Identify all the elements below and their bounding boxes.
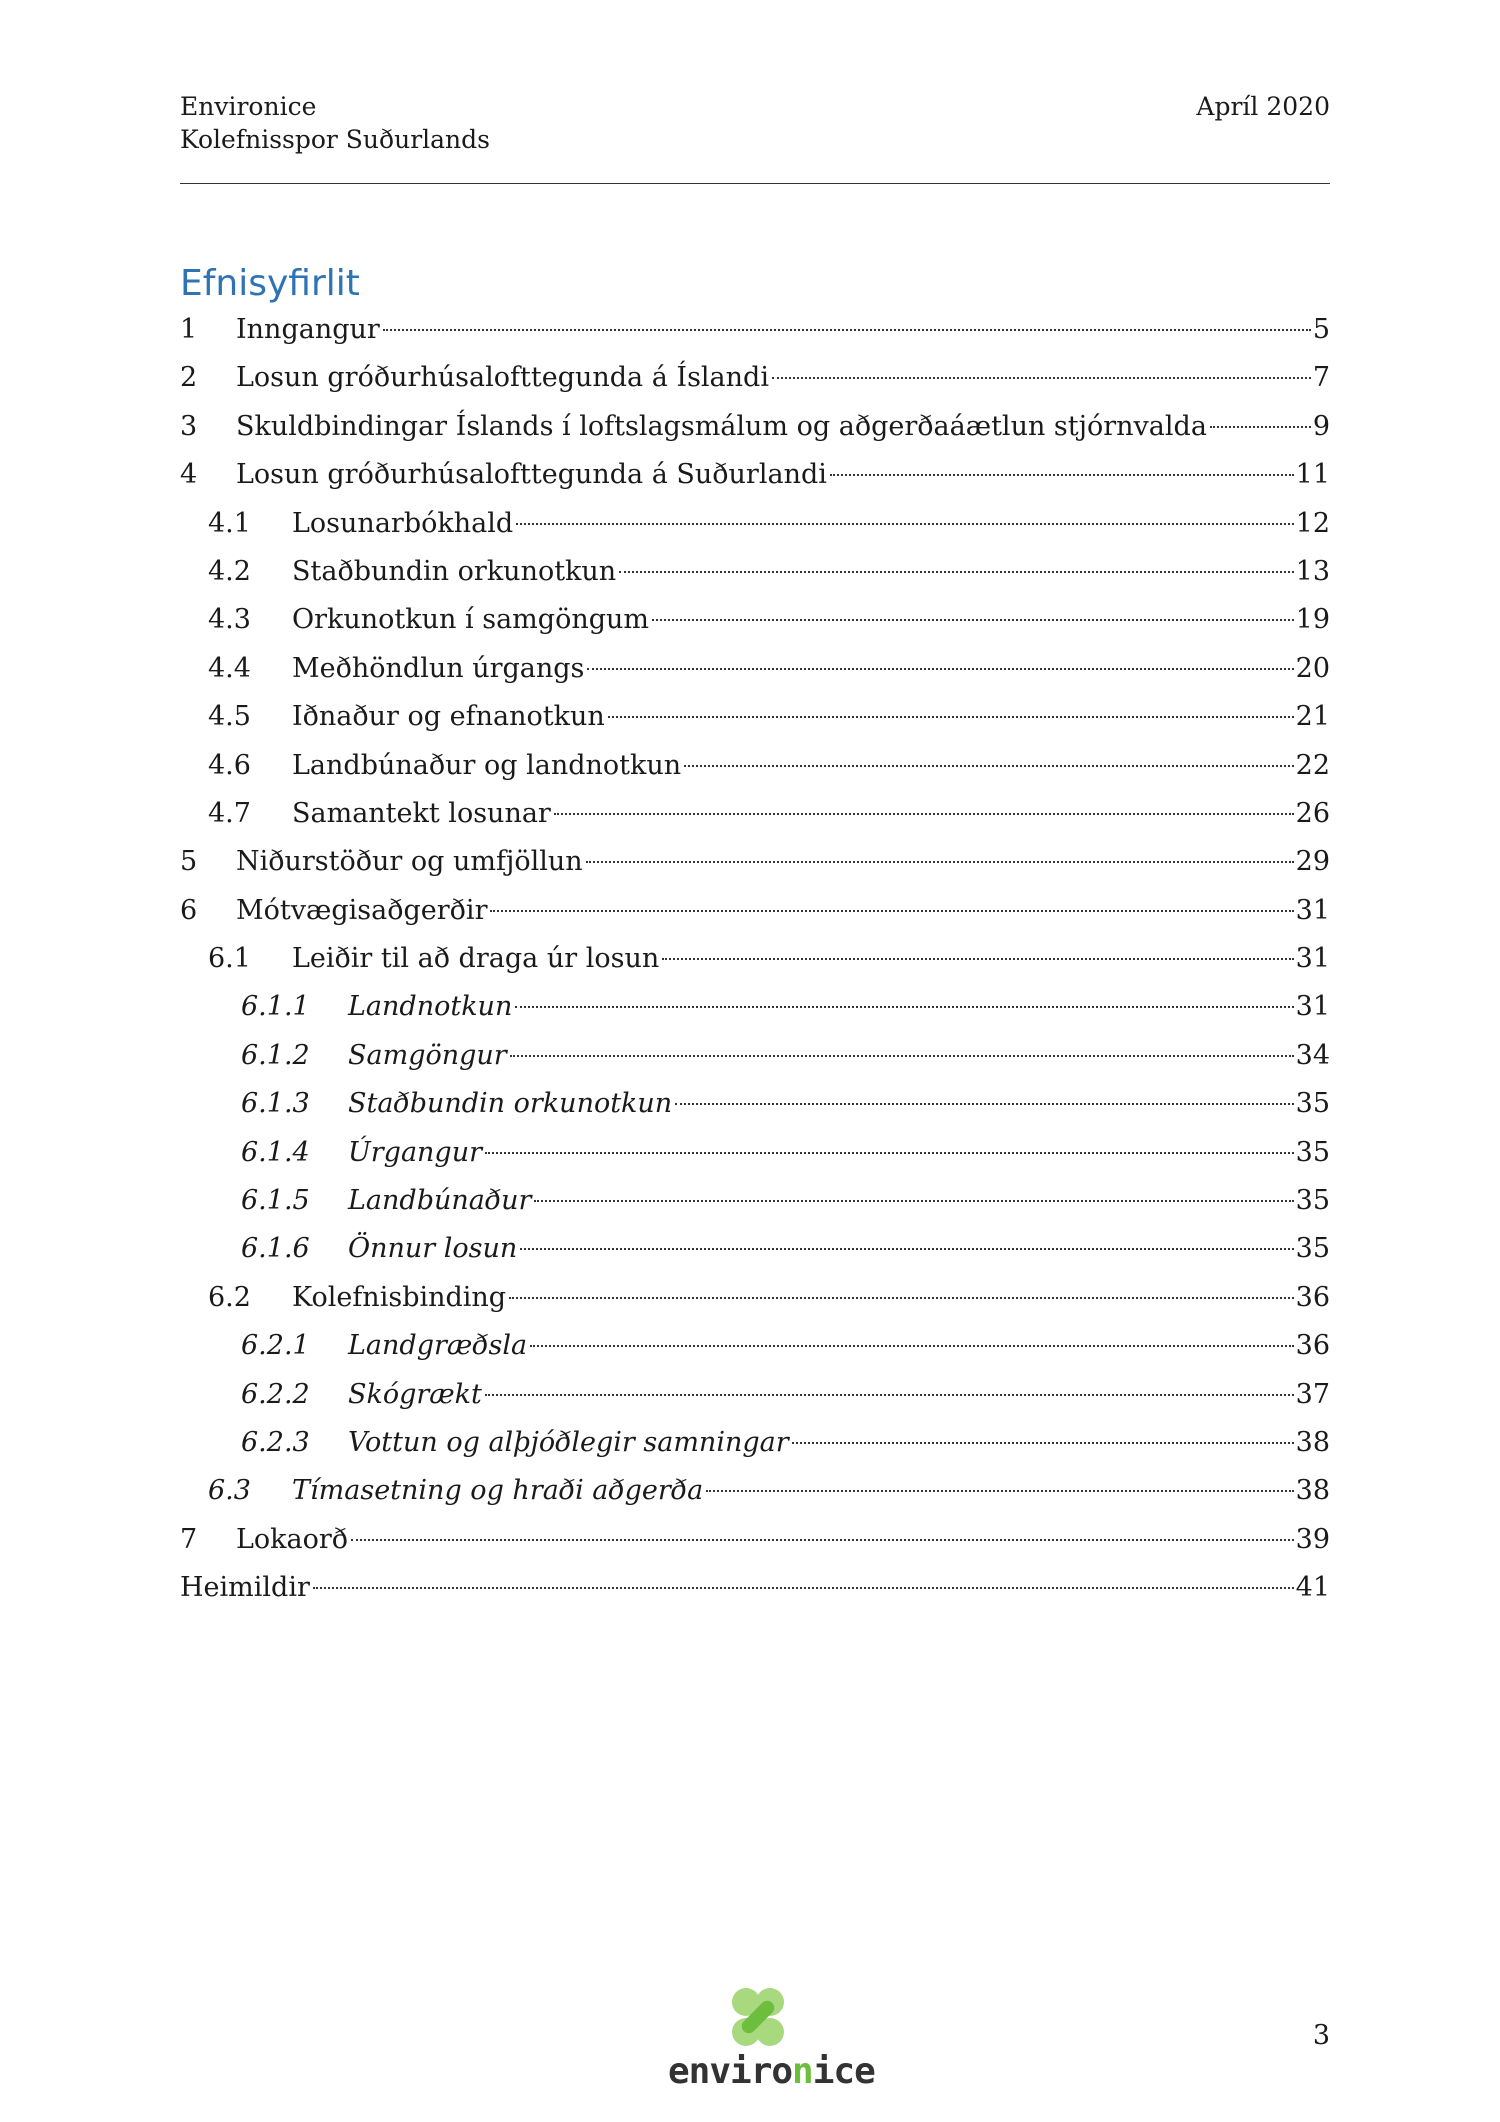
toc-entry-page: 31 [1295,991,1330,1023]
header-report-title: Kolefnisspor Suðurlands [180,125,490,154]
environice-logo [668,1985,875,2100]
header-date: Apríl 2020 [1196,92,1330,121]
toc-entry[interactable] [180,790,1330,838]
toc-entry-page: 21 [1295,701,1330,733]
toc-entry-page: 26 [1295,797,1330,829]
dot-leader [515,1006,1293,1008]
dot-leader [485,1152,1294,1154]
toc-entry-number: 6 [180,894,198,926]
dot-leader [490,910,1293,912]
toc-entry[interactable] [180,838,1330,886]
toc-entry-page: 31 [1295,894,1330,926]
toc-entry[interactable] [180,1371,1330,1419]
toc-entry-title: Leiðir til að draga úr losun [292,943,660,975]
dot-leader [313,1587,1294,1589]
toc-entry-title: Losunarbókhald [292,507,514,539]
dot-leader [510,1055,1294,1057]
toc-entry-number: 4.3 [208,604,251,636]
toc-entry-title: Staðbundin orkunotkun [292,555,617,587]
toc-entry-title: Losun gróðurhúsalofttegunda á Íslandi [236,362,769,394]
toc-entry[interactable] [180,1080,1330,1128]
toc-entry[interactable] [180,1129,1330,1177]
toc-entry[interactable] [180,742,1330,790]
toc-entry-title: Kolefnisbinding [292,1281,507,1313]
dot-leader [706,1490,1293,1492]
toc-entry-title: Skuldbindingar Íslands í loftslagsmálum og aðgerðaáætlun stjórnvalda [236,410,1207,442]
toc-entry-title: Landbúnaður [348,1185,532,1217]
logo-wordmark-end: ice [812,2051,875,2092]
toc-entry-title: Meðhöndlun úrgangs [292,652,585,684]
dot-leader [485,1394,1294,1396]
dot-leader [652,619,1294,621]
toc-entry-title: Lokaorð [236,1523,349,1555]
toc-entry-page: 12 [1295,507,1330,539]
toc-entry-number: 4.7 [208,797,251,829]
toc-entry-page: 9 [1312,410,1330,442]
toc-entry-number: 6.1.2 [241,1039,310,1071]
toc-entry-number: 1 [180,314,198,345]
toc-entry[interactable] [180,1032,1330,1080]
toc-entry-page: 41 [1295,1572,1330,1604]
toc-entry-number: 6.2.2 [241,1378,310,1410]
dot-leader [587,668,1293,670]
dot-leader [1210,426,1311,428]
toc-entry-page: 34 [1295,1039,1330,1071]
dot-leader [383,329,1311,331]
toc-entry-title: Úrgangur [348,1136,483,1168]
toc-entry-page: 22 [1295,749,1330,781]
toc-entry[interactable] [180,1177,1330,1225]
dot-leader [675,1103,1293,1105]
toc-entry-title: Niðurstöður og umfjöllun [236,846,583,878]
dot-leader [534,1200,1293,1202]
logo-wordmark [668,2051,875,2092]
toc-entry[interactable] [180,1564,1330,1612]
toc-entry[interactable] [180,935,1330,983]
toc-entry-number: 6.3 [208,1475,251,1507]
toc-entry-number: 7 [180,1523,198,1555]
dot-leader [608,716,1294,718]
toc-entry[interactable] [180,983,1330,1031]
toc-entry-title: Iðnaður og efnanotkun [292,701,605,733]
logo-wordmark-start: enviro [668,2051,793,2092]
dot-leader [772,377,1311,379]
toc-title: Efnisyfirlit [180,263,360,304]
toc-entry-number: 4.6 [208,749,251,781]
toc-entry-page: 35 [1295,1185,1330,1217]
toc-entry-number: 6.2.3 [241,1426,310,1458]
toc-entry-page: 36 [1295,1330,1330,1362]
dot-leader [509,1297,1294,1299]
dot-leader [792,1442,1294,1444]
toc-entry-number: 6.1.1 [241,991,310,1023]
toc-entry-page: 39 [1295,1523,1330,1555]
toc-entry-title: Önnur losun [348,1233,518,1265]
toc-entry-page: 38 [1295,1475,1330,1507]
toc-entry-title: Vottun og alþjóðlegir samningar [348,1426,789,1458]
toc-entry-title: Orkunotkun í samgöngum [292,604,649,636]
toc-entry-page: 29 [1295,846,1330,878]
toc-entry-number: 3 [180,410,198,442]
toc-entry[interactable] [180,645,1330,693]
toc-entry-number: 6.2.1 [241,1330,310,1362]
toc-entry-title: Mótvægisaðgerðir [236,894,488,926]
toc-entry[interactable] [180,500,1330,548]
dot-leader [516,523,1294,525]
toc-entry-page: 35 [1295,1088,1330,1120]
toc-entry-number: 5 [180,846,198,878]
dot-leader [830,474,1294,476]
dot-leader [662,958,1293,960]
toc-entry[interactable] [180,354,1330,402]
toc-entry-title: Skógrækt [348,1378,482,1410]
toc-entry[interactable] [180,1225,1330,1273]
toc-entry-number: 6.1.3 [241,1088,310,1120]
header-divider [180,183,1330,184]
toc-entry-number: 4.4 [208,652,251,684]
toc-entry-number: 6.2 [208,1281,251,1313]
toc-entry[interactable] [180,1467,1330,1515]
toc-entry-title: Losun gróðurhúsalofttegunda á Suðurlandi [236,459,827,491]
toc-entry-page: 13 [1295,555,1330,587]
toc-entry-title: Inngangur [236,314,380,345]
toc-entry-number: 4.1 [208,507,251,539]
table-of-contents [180,306,1330,1613]
toc-entry[interactable] [180,548,1330,596]
toc-entry-title: Landnotkun [348,991,513,1023]
toc-entry[interactable] [180,403,1330,451]
toc-entry[interactable] [180,306,1330,354]
toc-entry-number: 4.5 [208,701,251,733]
header-company: Environice [180,92,317,121]
toc-entry-number: 6.1 [208,943,251,975]
toc-entry-page: 5 [1312,314,1330,345]
toc-entry-page: 19 [1295,604,1330,636]
toc-entry-page: 35 [1295,1136,1330,1168]
toc-entry-page: 36 [1295,1281,1330,1313]
toc-entry[interactable] [180,451,1330,499]
toc-entry-number: 6.1.5 [241,1185,310,1217]
dot-leader [554,813,1294,815]
toc-entry-title: Samantekt losunar [292,797,551,829]
dot-leader [520,1248,1293,1250]
toc-entry[interactable] [180,1516,1330,1564]
toc-entry[interactable] [180,887,1330,935]
toc-entry-title: Landgræðsla [348,1330,528,1362]
toc-entry-title: Tímasetning og hraði aðgerða [292,1475,704,1507]
toc-entry[interactable] [180,1419,1330,1467]
toc-entry-number: 6.1.4 [241,1136,310,1168]
dot-leader [586,861,1294,863]
toc-entry-page: 35 [1295,1233,1330,1265]
page-number: 3 [1312,2020,1330,2051]
header-left [180,90,490,156]
toc-entry-page: 7 [1312,362,1330,394]
toc-entry-page: 20 [1295,652,1330,684]
toc-entry-title: Samgöngur [348,1039,507,1071]
toc-entry-title: Landbúnaður og landnotkun [292,749,682,781]
toc-entry[interactable] [180,596,1330,644]
toc-entry-page: 11 [1295,459,1330,491]
clover-leaf-icon [668,1985,848,2053]
toc-entry-page: 37 [1295,1378,1330,1410]
toc-entry-number: 2 [180,362,198,394]
toc-entry-number: 6.1.6 [241,1233,310,1265]
dot-leader [351,1539,1294,1541]
dot-leader [619,571,1293,573]
toc-entry[interactable] [180,693,1330,741]
toc-entry-number: 4.2 [208,555,251,587]
toc-entry-title: Staðbundin orkunotkun [348,1088,673,1120]
toc-entry-number: 4 [180,459,198,491]
toc-entry[interactable] [180,1322,1330,1370]
toc-entry-page: 31 [1295,943,1330,975]
dot-leader [684,765,1293,767]
toc-entry[interactable] [180,1274,1330,1322]
logo-wordmark-highlight: n [792,2051,813,2092]
toc-entry-page: 38 [1295,1426,1330,1458]
dot-leader [530,1345,1294,1347]
toc-entry-title: Heimildir [180,1572,310,1604]
